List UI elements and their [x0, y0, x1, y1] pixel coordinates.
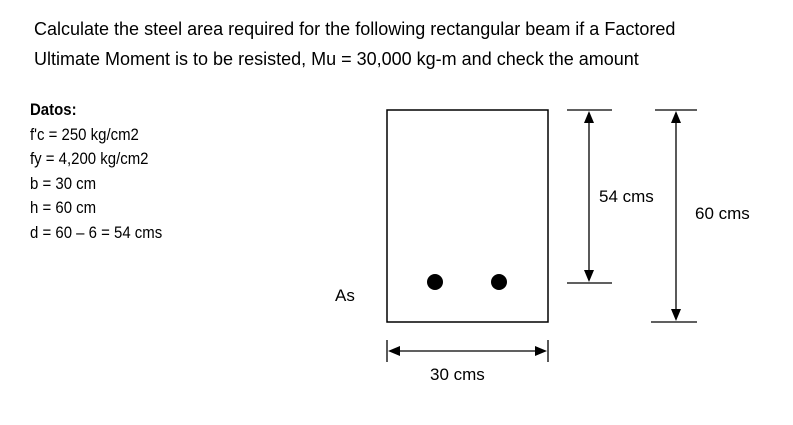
given-d: d = 60 – 6 = 54 cms: [30, 222, 163, 242]
given-b: b = 30 cm: [30, 173, 97, 193]
height-dimension: [651, 110, 697, 322]
given-data-heading: Datos:: [30, 100, 77, 119]
width-label: 30 cms: [430, 365, 485, 384]
height-label: 60 cms: [695, 204, 750, 223]
problem-line-2: Ultimate Moment is to be resisted, Mu = 30,000 kg-m and check the amount: [34, 49, 639, 69]
steel-area-label: As: [335, 286, 355, 305]
beam-section-outline: [387, 110, 548, 322]
given-fc: f'c = 250 kg/cm2: [30, 124, 139, 144]
rebar-left: [427, 274, 443, 290]
rebar-right: [491, 274, 507, 290]
depth-d-label: 54 cms: [599, 187, 654, 206]
given-fy: fy = 4,200 kg/cm2: [30, 149, 149, 168]
given-h: h = 60 cm: [30, 198, 97, 217]
problem-line-1: Calculate the steel area required for the following rectangular beam if a Factored: [34, 19, 676, 39]
width-dimension: [387, 340, 548, 362]
